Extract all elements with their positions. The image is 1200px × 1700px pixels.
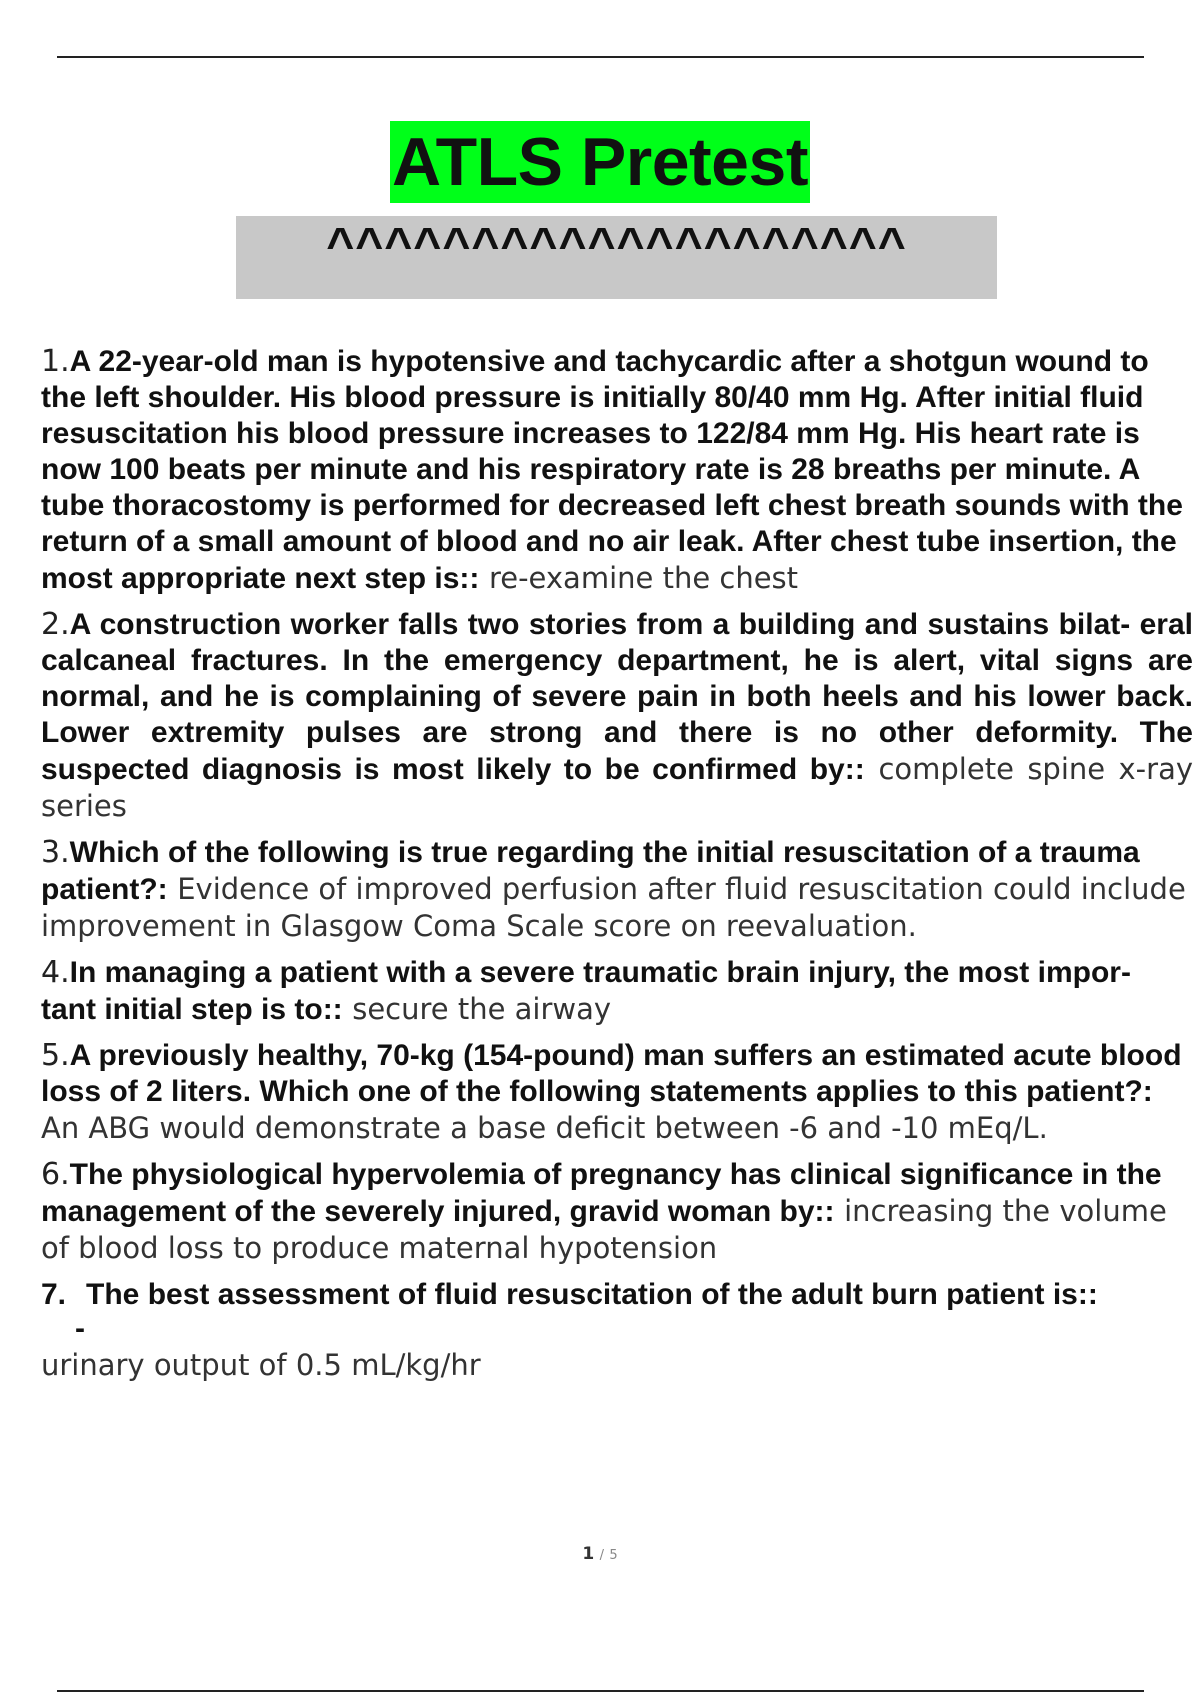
question-text: The best assessment of fluid resuscitation of the adult burn patient is:: [86,1278,1098,1311]
question-list [41,344,1193,1385]
answer-text: re-examine the chest [488,561,799,595]
question-item [41,835,1193,945]
page-indicator [0,1544,1200,1564]
document-title: ATLS Pretest [390,121,810,203]
answer-text: complete spine x-ray series [41,752,1194,823]
answer-text: An ABG would demonstrate a base deficit between -6 and -10 mEq/L. [41,1111,1048,1145]
question-item [41,344,1193,597]
top-rule [57,56,1144,58]
question-item [41,1277,1193,1313]
question-number: 6. [41,1157,70,1192]
question-text: A previously healthy, 70-kg (154-pound) man suffers an estimated acute blood loss of 2 liters. Which one of the following statements applies to this patient?: [41,1039,1182,1108]
question-number: 1. [41,344,70,379]
caret-banner: ^^^^^^^^^^^^^^^^^^^^ [236,216,997,299]
answer-text: urinary output of 0.5 mL/kg/hr [41,1348,481,1382]
question-item [41,607,1193,825]
bottom-rule [57,1690,1144,1692]
question-number: 4. [41,955,70,990]
question-number: 2. [41,607,70,642]
question-number: 3. [41,835,70,870]
question-number: 5. [41,1038,70,1073]
question-text: In managing a patient with a severe traumatic brain injury, the most impor- tant initial step is to:: [41,956,1131,1026]
question-text: A 22-year-old man is hypotensive and tachycardic after a shotgun wound to the left shoulder. His blood pressure is initially 80/40 mm Hg. After initial fluid resuscitation his blood pressure increases to 122/84 mm Hg. His heart rate is now 100 beats per minute and his respiratory rate is 28 breaths per minute. A tube thoracostomy is performed for decreased left chest breath sounds with the return of a small amount of blood and no air leak. After chest tube insertion, the most appropriate next step is:: [41,345,1183,595]
current-page: 1 [582,1544,595,1564]
question-text: A construction worker falls two stories from a building and sustains bilat- eral calcaneal fractures. In the emergency department, he is alert, vital signs are normal, and he is complaining of severe pain in both heels and his lower back. Lower extremity pulses are strong and there is no other deformity. The suspected diagnosis is most likely to be confirmed by:: [41,608,1193,786]
question-text: Which of the following is true regarding the initial resuscitation of a trauma patient?: [41,836,1140,906]
question-number: 7. [41,1278,67,1311]
answer-text: Evidence of improved perfusion after fluid resuscitation could include improvement in Glasgow Coma Scale score on reevaluation. [41,872,1186,943]
question-dash: - [75,1312,85,1345]
answer-text: secure the airway [352,992,612,1026]
title-wrapper [0,121,1200,203]
question-item [41,1157,1193,1267]
page-separator: / [599,1548,604,1563]
total-pages: 5 [609,1548,618,1563]
question-text: The physiological hypervolemia of pregnancy has clinical significance in the management of the severely injured, gravid woman by:: [41,1158,1162,1228]
question-item [41,955,1193,1028]
answer-text: increasing the volume of blood loss to produce maternal hypotension [41,1194,1167,1265]
question-item [41,1038,1193,1147]
